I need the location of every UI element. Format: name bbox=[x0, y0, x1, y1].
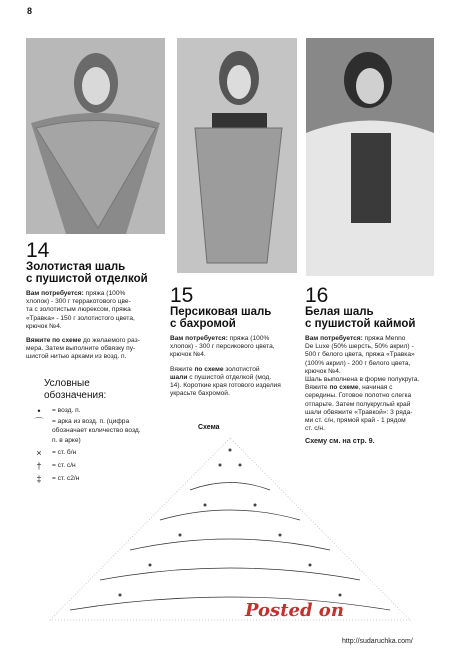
item-title-line: Персиковая шаль bbox=[170, 306, 272, 318]
text-line: (100% акрил) - 200 г белого цвета, bbox=[305, 359, 411, 367]
text-line: Вяжите по схеме, начиная с bbox=[305, 384, 393, 392]
footer-url[interactable]: http://sudaruchka.com/ bbox=[342, 638, 413, 645]
arch-icon: ⌒ bbox=[34, 417, 44, 428]
text-line: отпарьте. Затем полукруглый край bbox=[305, 400, 411, 408]
item-title-line: с пушистой каймой bbox=[305, 318, 416, 330]
chain-stitch-icon: • bbox=[37, 406, 41, 417]
legend-heading: Условные bbox=[44, 378, 90, 389]
text-line: Вам потребуется: пряжа (100% bbox=[26, 290, 126, 297]
legend-entry: × = ст. б/н bbox=[30, 447, 165, 460]
text-line: шали обвяжите «Травкой»: 3 ряда- bbox=[305, 408, 413, 416]
text-line: ми ст. с/н, прямой край - 1 рядом bbox=[305, 417, 406, 425]
text-line: крючок №4. bbox=[305, 367, 341, 375]
text-line: хлопок) - 300 г персикового цвета, bbox=[170, 343, 275, 351]
text-line: Шаль выполнена в форме полукруга. bbox=[305, 376, 420, 384]
item-title-line: с пушистой отделкой bbox=[26, 273, 148, 285]
text-line: «Травка» - 150 г золотистого цвета, bbox=[26, 314, 135, 322]
item-title-line: с бахромой bbox=[170, 318, 236, 330]
text-line: мера. Затем выполните обвязку пу- bbox=[26, 345, 136, 353]
item-description bbox=[170, 335, 302, 398]
text-line: шистой нитью арками из возд. п. bbox=[26, 353, 127, 361]
double-crochet-icon: † bbox=[36, 461, 42, 472]
legend-entry: обозначает количество возд. bbox=[52, 427, 141, 435]
item-16 bbox=[305, 285, 437, 446]
item-number: 15 bbox=[170, 284, 194, 307]
legend-entry: ⌒ = арка из возд. п. (цифра bbox=[30, 418, 165, 427]
see-reference: Схему см. на стр. 9. bbox=[305, 436, 375, 446]
item-14 bbox=[26, 240, 164, 362]
legend-entry: † = ст. с/н bbox=[30, 460, 165, 473]
legend-heading: обозначения: bbox=[44, 390, 107, 401]
text-line: та с золотистым люрексом, пряжа bbox=[26, 306, 131, 314]
legend-entry: • = возд. п. bbox=[30, 405, 165, 418]
item-15 bbox=[170, 285, 302, 398]
text-line: шали с пушистой отделкой (мод. bbox=[170, 373, 272, 381]
legend-entry: ‡ = ст. с2/н bbox=[30, 473, 165, 486]
item-number: 16 bbox=[305, 284, 329, 307]
item-number: 14 bbox=[26, 239, 50, 262]
photo-peach-shawl bbox=[177, 38, 297, 273]
text-line: 14). Короткие края готового изделия bbox=[170, 382, 281, 390]
text-line: украсьте бахромой. bbox=[170, 390, 230, 398]
text-line: 500 г белого цвета, пряжа «Травка» bbox=[305, 351, 415, 359]
text-line: Вяжите по схеме до желаемого раз- bbox=[26, 337, 140, 345]
treble-crochet-icon: ‡ bbox=[36, 474, 42, 485]
item-title-line: Золотистая шаль bbox=[26, 261, 126, 273]
item-description bbox=[26, 290, 164, 362]
item-title-line: Белая шаль bbox=[305, 306, 374, 318]
text-line: Вам потребуется: пряжа (100% bbox=[170, 335, 270, 342]
text-line: De Luxe (50% шерсть, 50% акрил) - bbox=[305, 343, 414, 351]
single-crochet-icon: × bbox=[36, 448, 42, 459]
text-line: середины. Готовое полотно слегка bbox=[305, 392, 412, 400]
text-line: хлопок) - 300 г терракотового цве- bbox=[26, 298, 131, 306]
diagram-label: Схема bbox=[198, 424, 220, 431]
photo-golden-shawl bbox=[26, 38, 165, 234]
photo-white-shawl bbox=[306, 38, 434, 276]
watermark: Posted on bbox=[245, 600, 344, 621]
crochet-diagram bbox=[40, 430, 420, 630]
text-line: ст. с/н. bbox=[305, 425, 325, 433]
text-line: Вам потребуется: пряжа Menno bbox=[305, 335, 406, 342]
text-line: крючок №4. bbox=[26, 322, 62, 330]
legend-entry: п. в арке) bbox=[52, 437, 81, 445]
page-number: 8 bbox=[27, 6, 33, 16]
text-line: Вяжите по схеме золотистой bbox=[170, 365, 260, 373]
text-line: крючок №4. bbox=[170, 351, 206, 359]
